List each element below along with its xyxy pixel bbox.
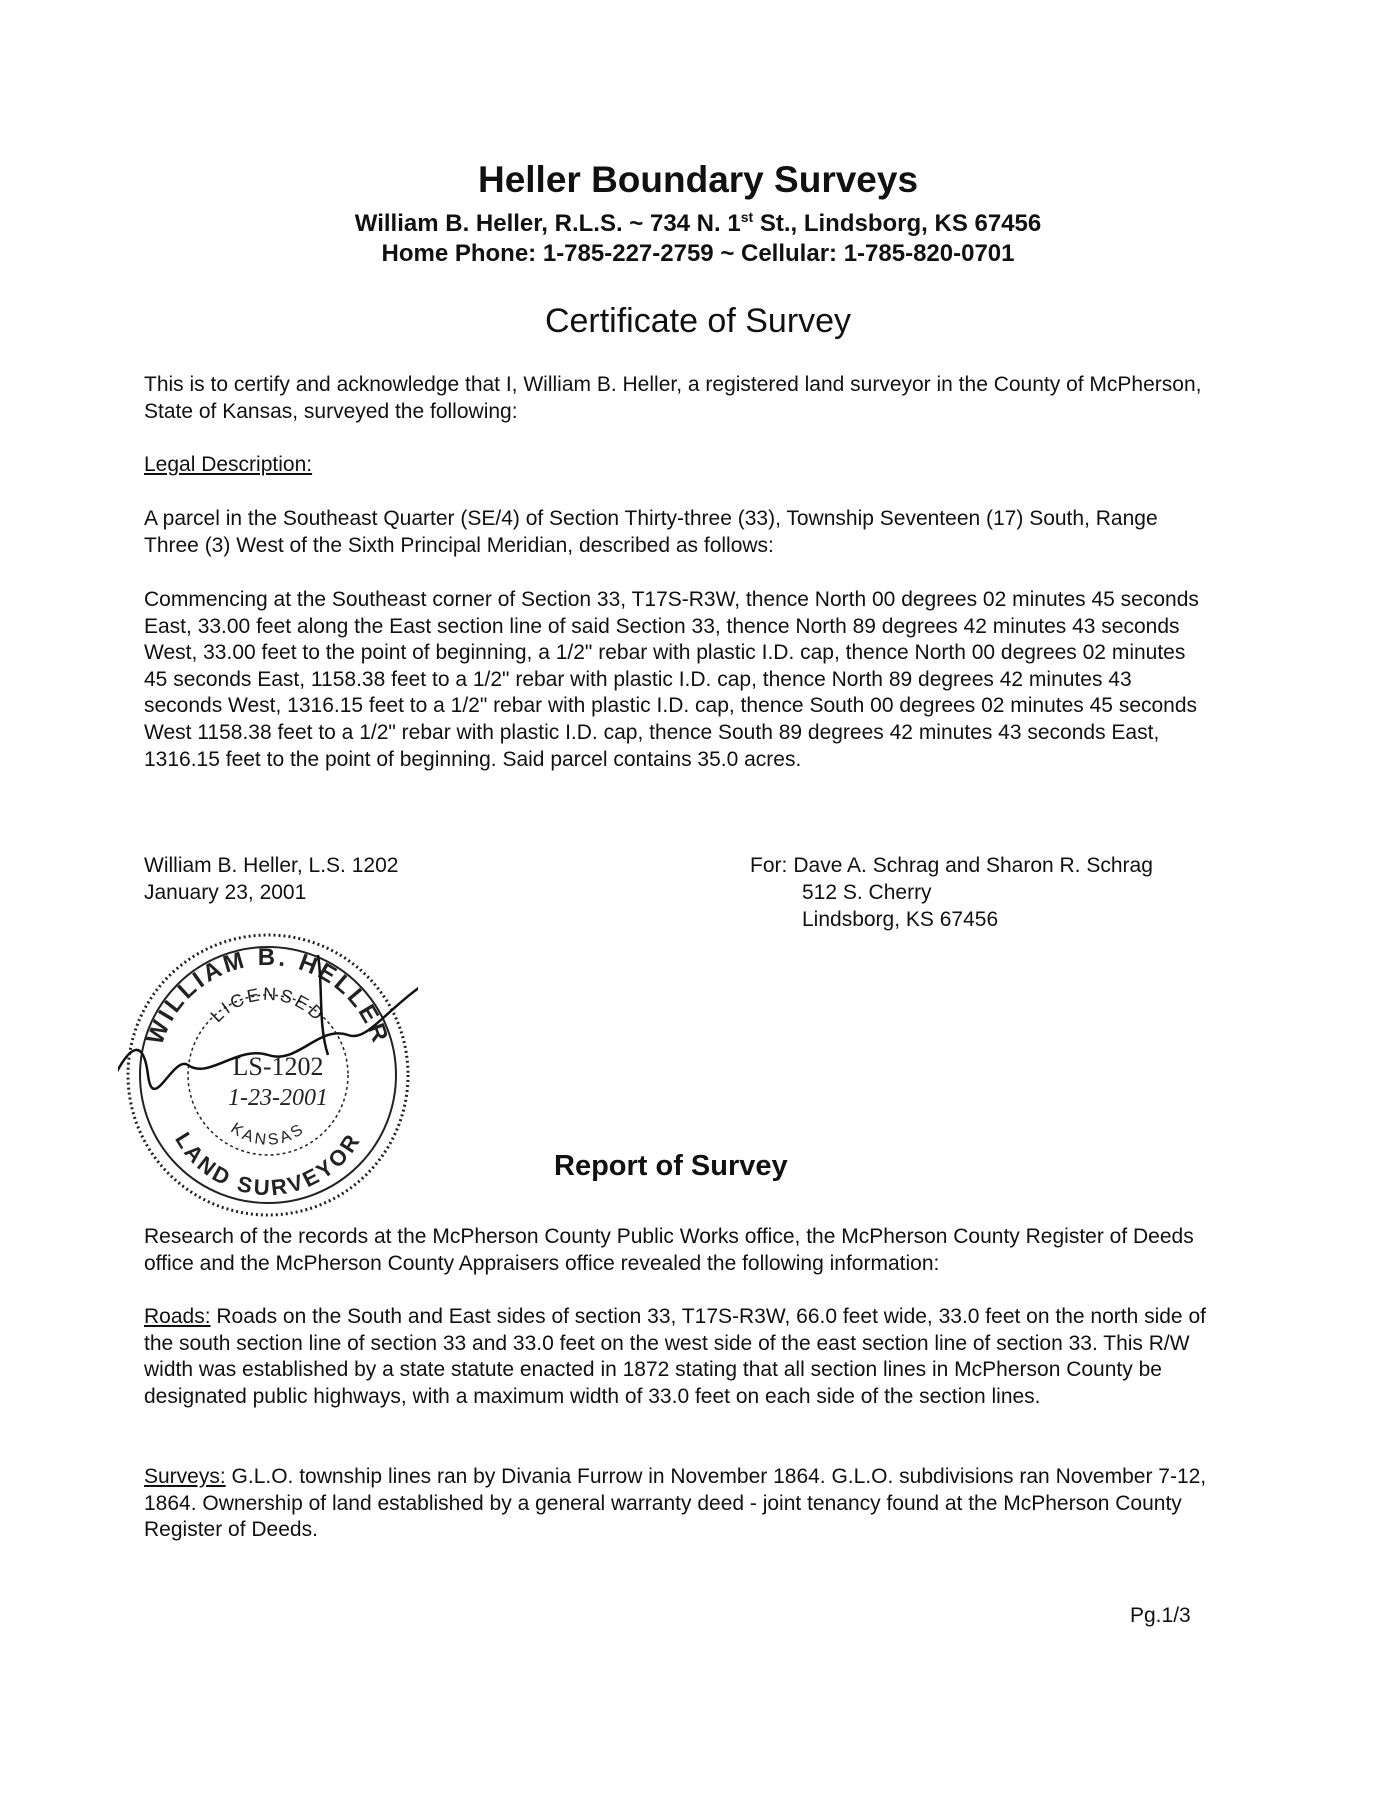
legal-description-label: Legal Description: — [144, 453, 313, 476]
certificate-title: Certificate of Survey — [544, 302, 852, 340]
seal-inner-top-node — [206, 984, 329, 1026]
page-number: Pg.1/3 — [1130, 1604, 1191, 1627]
seal-date: 1-23-2001 — [228, 1085, 328, 1111]
seal-state-node — [227, 1120, 308, 1149]
client-for-label: For: — [750, 854, 788, 877]
surveys-label: Surveys: — [144, 1465, 226, 1488]
client-names: Dave A. Schrag and Sharon R. Schrag — [793, 854, 1153, 877]
client-address-street: 512 S. Cherry — [802, 881, 932, 904]
surveyor-signature-block — [144, 852, 398, 906]
legal-description-metes-bounds: Commencing at the Southeast corner of Section 33, T17S-R3W, thence North 00 degrees 02 minutes 45 seconds East, 33.00 feet along the East section line of said Section 33, thence North 89 degrees 42 minutes 43 seconds West, 33.00 feet to the point of beginning, a 1/2" rebar with plastic I.D. cap, thence North 00 degrees 02 minutes 45 seconds East, 1158.38 feet to a 1/2" rebar with plastic I.D. cap, thence North 89 degrees 42 minutes 43 seconds West, 1316.15 feet to a 1/2" rebar with plastic I.D. cap, thence South 00 degrees 02 minutes 45 seconds West 1158.38 feet to a 1/2" rebar with plastic I.D. cap, thence South 89 degrees 42 minutes 43 seconds East, 1316.15 feet to the point of beginning. Said parcel contains 35.0 acres. — [144, 588, 1199, 771]
report-intro: Research of the records at the McPherson County Public Works office, the McPherson County Register of Deeds office and the McPherson County Appraisers office revealed the following information: — [144, 1225, 1194, 1275]
contact-line-phone: Home Phone: 1-785-227-2759 ~ Cellular: 1-785-820-0701 — [381, 240, 1015, 267]
surveyor-seal-stamp — [118, 925, 418, 1225]
signature-date: January 23, 2001 — [144, 881, 307, 904]
surveyor-name: William B. Heller, L.S. 1202 — [144, 854, 399, 877]
client-block — [750, 852, 1153, 933]
certificate-intro: This is to certify and acknowledge that I, William B. Heller, a registered land surveyor in the County of McPherson, State of Kansas, surveyed the following: — [144, 373, 1202, 423]
seal-state: KANSAS — [227, 1119, 309, 1150]
client-address-city: Lindsborg, KS 67456 — [802, 908, 999, 931]
contact-address-pre: William B. Heller, R.L.S. ~ 734 N. 1 — [354, 210, 741, 237]
letterhead — [0, 158, 1396, 269]
company-name: Heller Boundary Surveys — [477, 159, 919, 200]
roads-text: Roads on the South and East sides of section 33, T17S-R3W, 66.0 feet wide, 33.0 feet on the north side of the south section line of section 33 and 33.0 feet on the west side of the east section line of section 33. This R/W width was established by a state statute enacted in 1872 stating that all section lines in McPherson County be designated public highways, with a maximum width of 33.0 feet on each side of the section lines. — [144, 1305, 1206, 1408]
report-title: Report of Survey — [554, 1150, 788, 1182]
report-roads-paragraph — [144, 1304, 1214, 1410]
seal-number: LS-1202 — [232, 1052, 324, 1081]
seal-inner-top: LICENSED — [206, 983, 330, 1027]
contact-address-post: St., Lindsborg, KS 67456 — [753, 210, 1042, 237]
contact-address-sup: st — [740, 209, 754, 225]
contact-line-address — [0, 202, 1396, 239]
seal-bottom-text: LAND SURVEYOR — [170, 1127, 366, 1201]
legal-description-parcel: A parcel in the Southeast Quarter (SE/4) of Section Thirty-three (33), Township Seventeen (17) South, Range Three (3) West of the Sixth Principal Meridian, described as follows: — [144, 507, 1158, 557]
surveys-text: G.L.O. township lines ran by Divania Furrow in November 1864. G.L.O. subdivisions ran November 7-12, 1864. Ownership of land established by a general warranty deed - joint tenancy found at the McPherson County Register of Deeds. — [144, 1465, 1207, 1542]
seal-outer-text: WILLIAM B. HELLER — [141, 944, 395, 1049]
roads-label: Roads: — [144, 1305, 211, 1328]
report-surveys-paragraph — [144, 1464, 1214, 1544]
